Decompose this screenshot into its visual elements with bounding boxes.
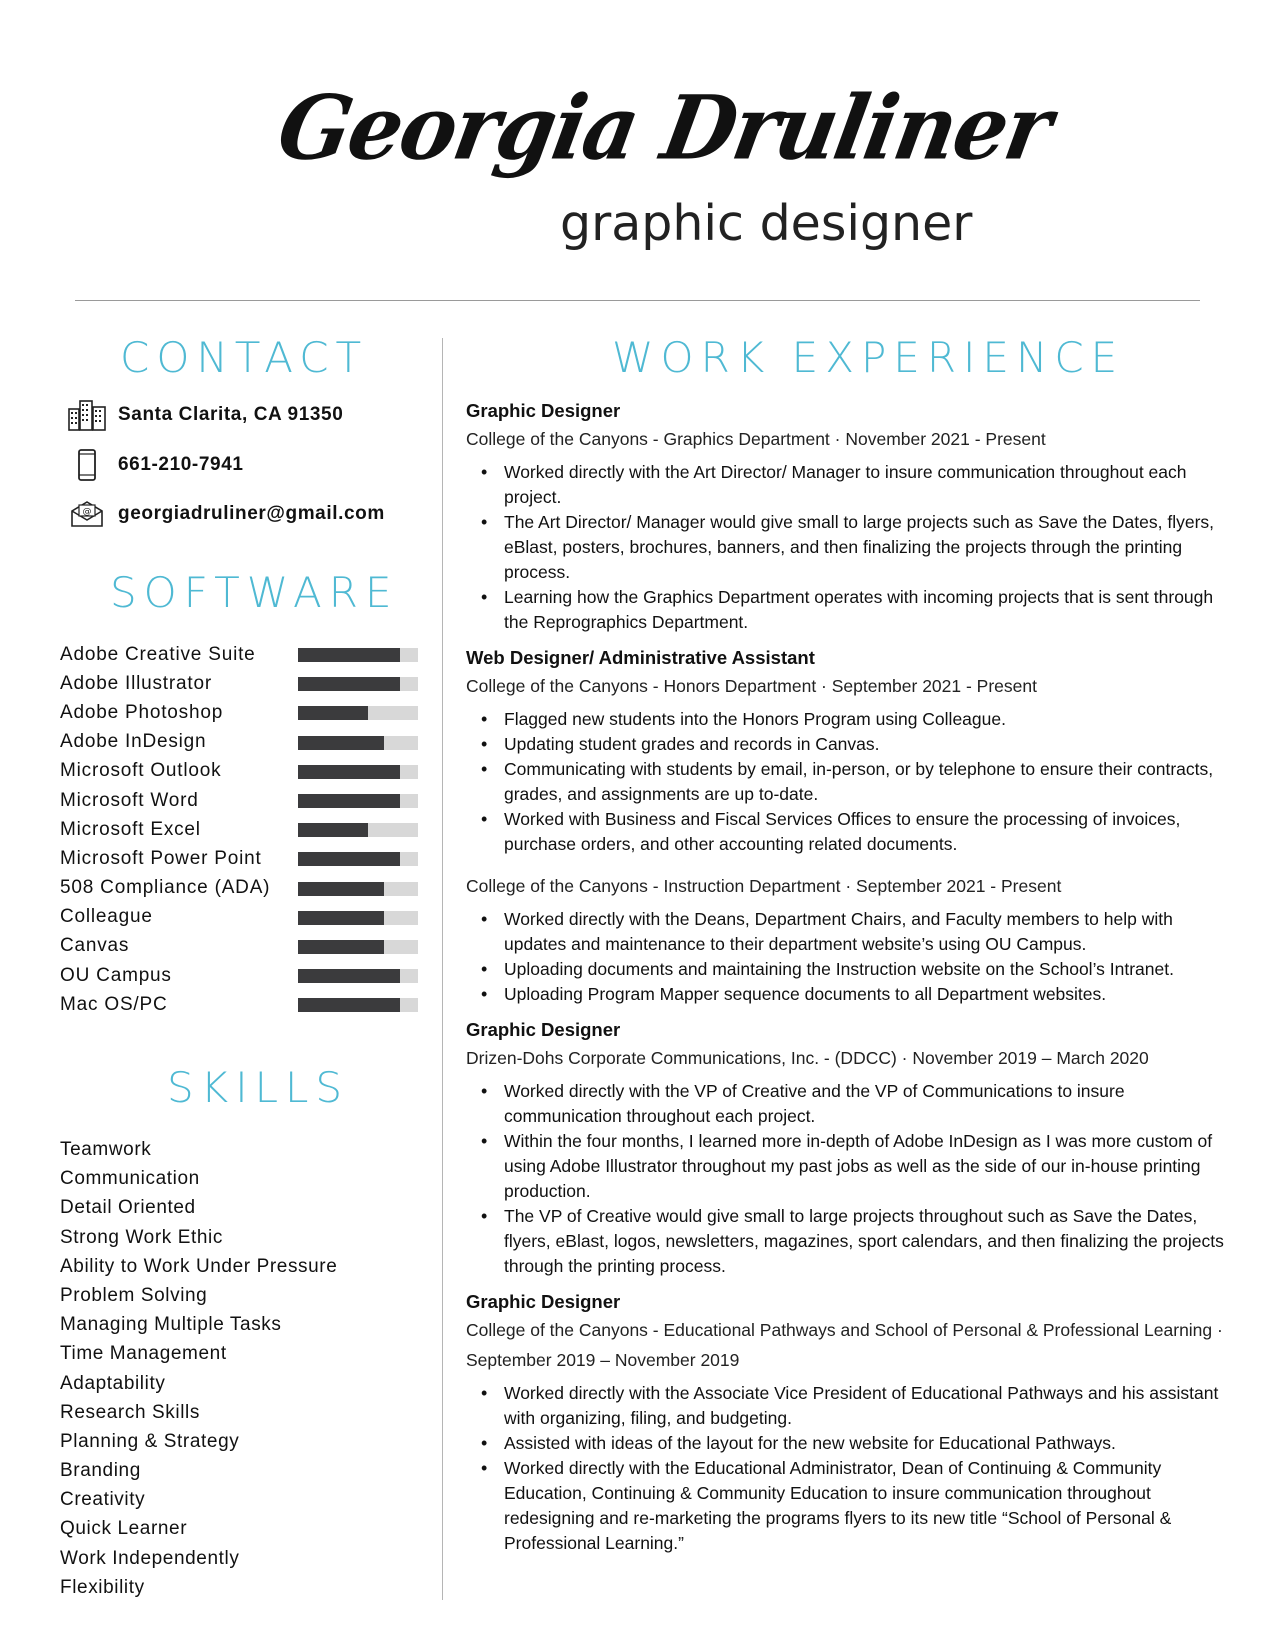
skill-level-bar <box>298 998 418 1012</box>
phone-text[interactable]: 661-210-7941 <box>118 454 244 475</box>
skill-item: Quick Learner <box>60 1518 188 1540</box>
software-name: Canvas <box>60 935 130 957</box>
software-name: Colleague <box>60 906 153 928</box>
skill-item: Time Management <box>60 1343 227 1365</box>
skill-item: Communication <box>60 1168 200 1190</box>
job-bullets <box>466 907 1226 1007</box>
contact-email[interactable] <box>66 497 385 531</box>
skill-level-fill <box>298 648 400 662</box>
job-bullets <box>466 1381 1226 1556</box>
phone-icon <box>66 448 108 482</box>
software-item <box>60 728 420 757</box>
software-item <box>60 698 420 727</box>
software-name: Adobe InDesign <box>60 731 207 753</box>
name-logo: Georgia Druliner <box>270 75 1058 180</box>
work-experience <box>466 398 1226 1566</box>
job-bullet: • Worked directly with the VP of Creative and the VP of Communications to insure communication throughout each project. <box>466 1079 1226 1129</box>
skill-level-fill <box>298 706 368 720</box>
skill-level-fill <box>298 765 400 779</box>
skill-level-fill <box>298 736 384 750</box>
skill-item: Flexibility <box>60 1576 145 1598</box>
skill-item: Branding <box>60 1460 141 1482</box>
job-bullet: • Flagged new students into the Honors Program using Colleague. <box>466 707 1226 732</box>
job-bullet: • Worked directly with the Educational Administrator, Dean of Continuing & Community Education, Continuing & Community Education to insure communication throughout redesigning and re-marketing the programs flyers to its new title “School of Personal & Professional Learning.” <box>466 1456 1226 1556</box>
software-name: Mac OS/PC <box>60 993 168 1015</box>
job-organization: Drizen-Dohs Corporate Communications, Inc. - (DDCC) · November 2019 – March 2020 <box>466 1048 1149 1068</box>
skill-item: Detail Oriented <box>60 1197 196 1219</box>
job-bullet: • Uploading Program Mapper sequence documents to all Department websites. <box>466 982 1226 1007</box>
job-title: Graphic Designer <box>466 1019 621 1040</box>
contact-address <box>66 398 343 432</box>
skill-item: Planning & Strategy <box>60 1430 240 1452</box>
skill-item: Managing Multiple Tasks <box>60 1314 282 1336</box>
skill-level-fill <box>298 823 368 837</box>
skill-level-bar <box>298 677 418 691</box>
software-item <box>60 874 420 903</box>
job-bullet: • Updating student grades and records in Canvas. <box>466 732 1226 757</box>
svg-text:@: @ <box>82 507 92 517</box>
software-name: Microsoft Power Point <box>60 847 262 869</box>
job-bullet: • Within the four months, I learned more in-depth of Adobe InDesign as I was more custom of using Adobe Illustrator throughout my past jobs as well as the side of our in-house printing production. <box>466 1129 1226 1204</box>
job-bullets <box>466 1079 1226 1279</box>
job-entry <box>466 645 1226 1007</box>
software-list <box>60 640 420 1019</box>
software-item <box>60 961 420 990</box>
job-bullet: • Worked with Business and Fiscal Services Offices to ensure the processing of invoices, purchase orders, and other accounting related documents. <box>466 807 1226 857</box>
contact-heading: CONTACT <box>120 333 369 382</box>
header-divider <box>75 300 1200 301</box>
email-text[interactable]: georgiadruliner@gmail.com <box>118 503 385 524</box>
software-item <box>60 640 420 669</box>
software-item <box>60 990 420 1019</box>
skill-level-fill <box>298 998 400 1012</box>
software-name: OU Campus <box>60 964 172 986</box>
job-bullet: • Assisted with ideas of the layout for the new website for Educational Pathways. <box>466 1431 1226 1456</box>
job-organization: College of the Canyons - Honors Department · September 2021 - Present <box>466 676 1037 696</box>
job-bullet: • Worked directly with the Art Director/ Manager to insure communication throughout each project. <box>466 460 1226 510</box>
job-title: Graphic Designer <box>466 400 621 421</box>
skill-item: Teamwork <box>60 1139 152 1160</box>
skills-list <box>60 1135 337 1602</box>
software-item <box>60 786 420 815</box>
mail-icon <box>66 497 108 531</box>
skill-level-bar <box>298 765 418 779</box>
job-bullet: • The Art Director/ Manager would give small to large projects such as Save the Dates, flyers, eBlast, posters, brochures, banners, and then finalizing the projects through the printing process. <box>466 510 1226 585</box>
software-item <box>60 844 420 873</box>
job-organization: College of the Canyons - Instruction Department · September 2021 - Present <box>466 876 1062 896</box>
skill-level-bar <box>298 852 418 866</box>
skill-level-fill <box>298 969 400 983</box>
software-item <box>60 757 420 786</box>
skill-level-bar <box>298 736 418 750</box>
buildings-icon <box>66 398 108 432</box>
software-item <box>60 903 420 932</box>
skill-item: Research Skills <box>60 1401 200 1423</box>
job-bullet: • Communicating with students by email, in-person, or by telephone to ensure their contracts, grades, and assignments are up to-date. <box>466 757 1226 807</box>
job-entry <box>466 1289 1226 1556</box>
skill-level-bar <box>298 969 418 983</box>
skill-item: Adaptability <box>60 1372 166 1394</box>
skill-level-fill <box>298 911 384 925</box>
job-organization: College of the Canyons - Graphics Department · November 2021 - Present <box>466 429 1046 449</box>
job-bullets <box>466 707 1226 857</box>
job-bullet: • Worked directly with the Deans, Department Chairs, and Faculty members to help with updates and maintenance to their department website’s using OU Campus. <box>466 907 1226 957</box>
software-name: Adobe Photoshop <box>60 701 224 723</box>
job-bullet: • Uploading documents and maintaining the Instruction website on the School’s Intranet. <box>466 957 1226 982</box>
resume-header <box>0 0 1275 300</box>
software-name: Microsoft Word <box>60 789 199 811</box>
skill-item: Work Independently <box>60 1547 240 1569</box>
skill-level-fill <box>298 940 384 954</box>
job-bullet: • The VP of Creative would give small to large projects throughout such as Save the Dates, flyers, eBlast, logos, newsletters, magazines, sport calendars, and then finalizing the projects through the printing process. <box>466 1204 1226 1279</box>
job-entry <box>466 1017 1226 1279</box>
software-name: Adobe Creative Suite <box>60 643 256 665</box>
skill-level-fill <box>298 882 384 896</box>
software-item <box>60 815 420 844</box>
skill-level-bar <box>298 706 418 720</box>
skill-level-bar <box>298 648 418 662</box>
software-item <box>60 669 420 698</box>
skill-level-bar <box>298 823 418 837</box>
job-organization: College of the Canyons - Educational Pathways and School of Personal & Professional Learning · September 2019 – November 2019 <box>466 1320 1223 1370</box>
work-experience-heading: WORK EXPERIENCE <box>612 333 1125 382</box>
skill-level-bar <box>298 911 418 925</box>
software-item <box>60 932 420 961</box>
contact-phone[interactable] <box>66 448 244 482</box>
skills-heading: SKILLS <box>167 1063 350 1112</box>
skill-level-fill <box>298 677 400 691</box>
software-name: Microsoft Excel <box>60 818 201 840</box>
software-heading: SOFTWARE <box>110 568 399 617</box>
skill-level-fill <box>298 852 400 866</box>
job-title: Web Designer/ Administrative Assistant <box>466 647 815 668</box>
skill-level-fill <box>298 794 400 808</box>
software-name: Adobe Illustrator <box>60 672 212 694</box>
job-entry <box>466 398 1226 635</box>
job-bullet: • Learning how the Graphics Department operates with incoming projects that is sent through the Reprographics Department. <box>466 585 1226 635</box>
skill-level-bar <box>298 794 418 808</box>
skill-level-bar <box>298 882 418 896</box>
software-name: Microsoft Outlook <box>60 760 222 782</box>
address-text: Santa Clarita, CA 91350 <box>118 404 344 425</box>
job-bullet: • Worked directly with the Associate Vice President of Educational Pathways and his assistant with organizing, filing, and budgeting. <box>466 1381 1226 1431</box>
software-name: 508 Compliance (ADA) <box>60 877 271 899</box>
skill-level-bar <box>298 940 418 954</box>
skill-item: Creativity <box>60 1489 146 1511</box>
column-divider <box>442 338 443 1600</box>
job-tagline: graphic designer <box>560 195 973 252</box>
job-title: Graphic Designer <box>466 1291 621 1312</box>
skill-item: Problem Solving <box>60 1284 208 1306</box>
job-bullets <box>466 460 1226 635</box>
skill-item: Ability to Work Under Pressure <box>60 1255 338 1277</box>
skill-item: Strong Work Ethic <box>60 1226 223 1248</box>
